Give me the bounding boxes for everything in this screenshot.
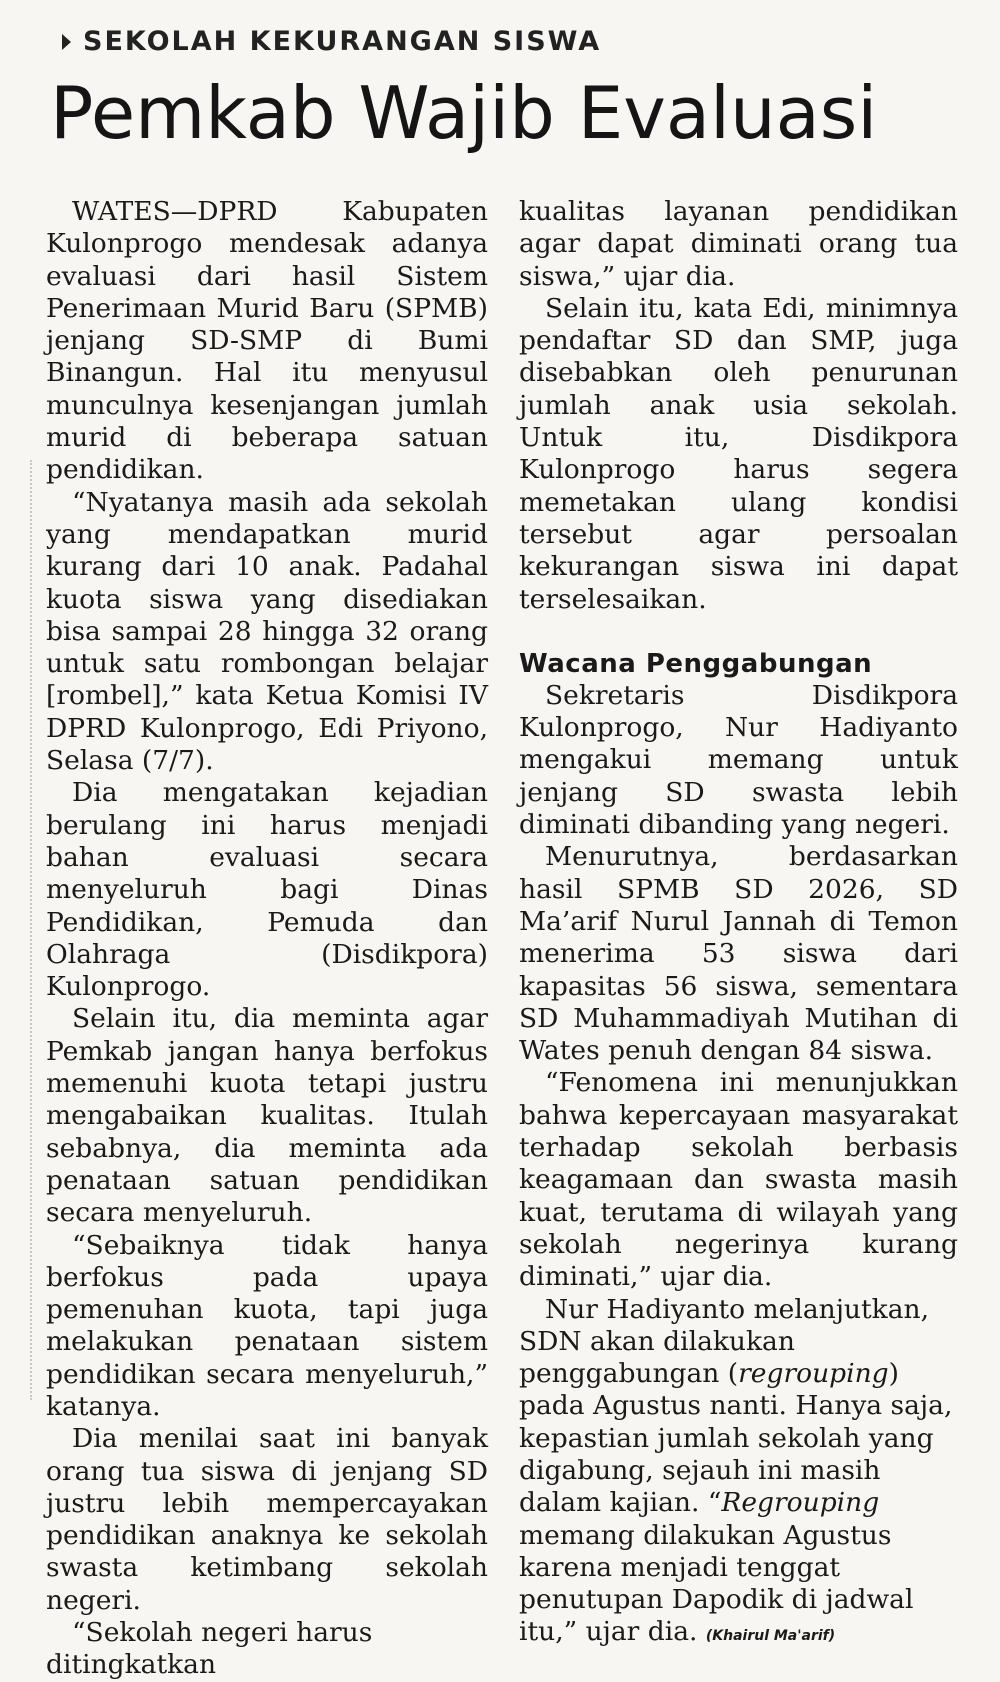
text-run: Nur Hadiyanto melanjutkan, SDN akan dilakukan penggabungan ( [519, 1293, 929, 1390]
paragraph: Sekretaris Disdikpora Kulonprogo, Nur Hadiyanto mengakui memang untuk jenjang SD swasta lebih diminati dibanding yang negeri. [519, 679, 958, 841]
scan-edge-marks [30, 460, 38, 1400]
author-byline: (Khairul Ma'arif) [705, 1628, 836, 1645]
paragraph: “Fenomena ini menunjukkan bahwa kepercayaan masyarakat terhadap sekolah berbasis keagamaan dan swasta masih kuat, terutama di wilayah yang sekolah negerinya kurang diminati,” ujar dia. [519, 1067, 958, 1293]
kicker-text: SEKOLAH KEKURANGAN SISWA [83, 26, 602, 57]
subheading: Wacana Penggabungan [519, 648, 873, 679]
paragraph: Dia mengatakan kejadian berulang ini harus menjadi bahan evaluasi secara menyeluruh bagi Dinas Pendidikan, Pemuda dan Olahraga (Disdikpora) Kulonprogo. [46, 777, 488, 1003]
paragraph: Selain itu, kata Edi, minimnya pendaftar SD dan SMP, juga disebabkan oleh penurunan jumlah anak usia sekolah. Untuk itu, Disdikpora Kulonprogo harus segera memetakan ulang kondisi tersebut agar persoalan kekurangan siswa ini dapat terselesaikan. [519, 292, 958, 615]
article-column-left [46, 196, 488, 1682]
paragraph: “Sebaiknya tidak hanya berfokus pada upaya pemenuhan kuota, tapi juga melakukan penataan sistem pendidikan secara menyeluruh,” katanya. [46, 1229, 488, 1422]
paragraph: kualitas layanan pendidikan agar dapat diminati orang tua siswa,” ujar dia. [519, 196, 958, 292]
article-column-right [519, 196, 958, 1653]
paragraph: Dia menilai saat ini banyak orang tua siswa di jenjang SD justru lebih mempercayakan pendidikan anaknya ke sekolah swasta ketimbang sekolah negeri. [46, 1423, 488, 1616]
paragraph: Menurutnya, berdasarkan hasil SPMB SD 2026, SD Ma’arif Nurul Jannah di Temon menerima 53 siswa dari kapasitas 56 siswa, sementara SD Muhammadiyah Mutihan di Wates penuh dengan 84 siswa. [519, 841, 958, 1067]
text-run: ) pada Agustus nanti. Hanya saja, kepastian jumlah sekolah yang digabung, sejauh ini masih dalam kajian. “ [519, 1358, 953, 1519]
italic-term: Regrouping [721, 1487, 880, 1519]
triangle-bullet-icon [62, 34, 71, 50]
paragraph: WATES—DPRD Kabupaten Kulonprogo mendesak adanya evaluasi dari hasil Sistem Penerimaan Murid Baru (SPMB) jenjang SD-SMP di Bumi Binangun. Hal itu menyusul munculnya kesenjangan jumlah murid di beberapa satuan pendidikan. [46, 196, 488, 486]
italic-term: regrouping [738, 1358, 889, 1390]
paragraph: Selain itu, dia meminta agar Pemkab jangan hanya berfokus memenuhi kuota tetapi justru mengabaikan kualitas. Itulah sebabnya, dia meminta ada penataan satuan pendidikan secara menyeluruh. [46, 1003, 488, 1229]
text-run: memang dilakukan Agustus karena menjadi tenggat penutupan Dapodik di jadwal itu,” ujar dia. [519, 1519, 914, 1648]
paragraph: “Sekolah negeri harus ditingkatkan [46, 1617, 373, 1681]
paragraph: “Nyatanya masih ada sekolah yang mendapatkan murid kurang dari 10 anak. Padahal kuota siswa yang disediakan bisa sampai 28 hingga 32 orang untuk satu rombongan belajar [rombel],” kata Ketua Komisi IV DPRD Kulonprogo, Edi Priyono, Selasa (7/7). [46, 486, 488, 777]
headline: Pemkab Wajib Evaluasi [50, 71, 878, 155]
paragraph-last [519, 1294, 958, 1653]
section-kicker [62, 26, 601, 57]
